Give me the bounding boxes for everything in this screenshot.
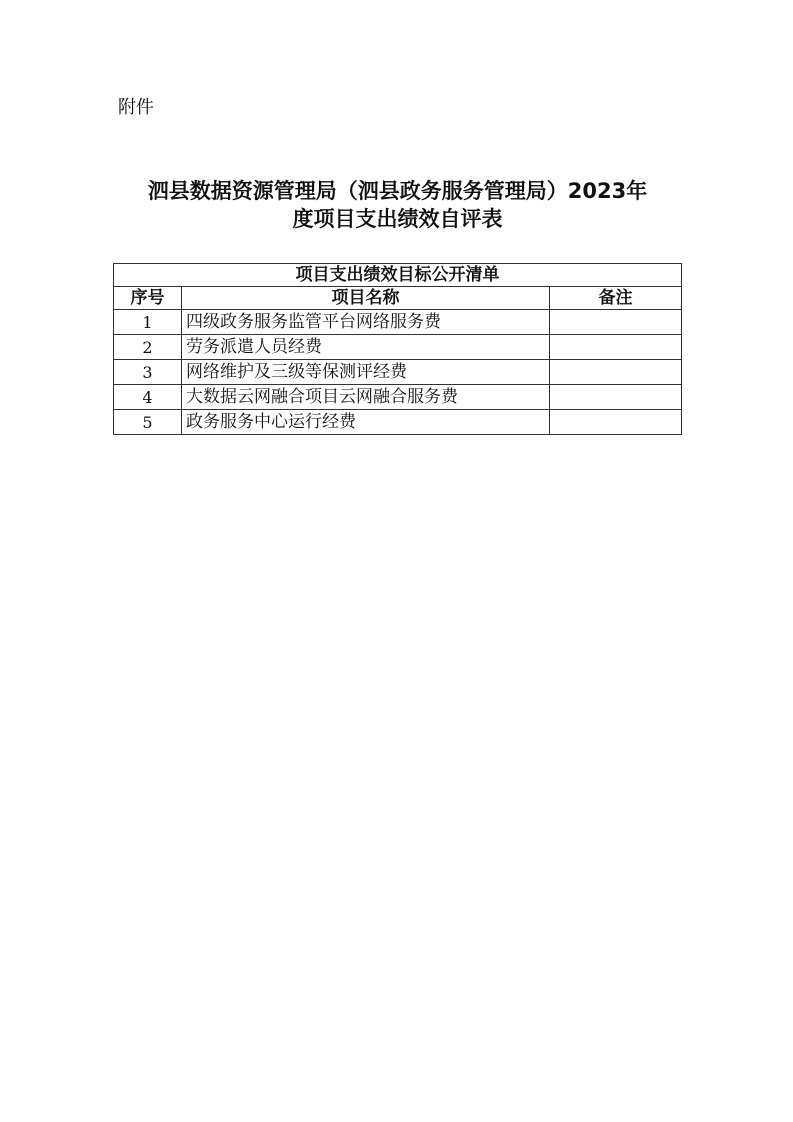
table-row — [114, 360, 682, 385]
document-title-line-2: 度项目支出绩效自评表 — [292, 207, 503, 231]
document-title-line-1: 泗县数据资源管理局（泗县政务服务管理局）2023年 — [147, 179, 648, 203]
table-header-row — [114, 287, 682, 310]
row-index-cell: 1 — [114, 310, 182, 335]
table-caption-row — [114, 264, 682, 287]
row-remark-cell — [550, 360, 682, 385]
row-remark-cell — [550, 335, 682, 360]
row-index-cell: 2 — [114, 335, 182, 360]
table-row — [114, 335, 682, 360]
row-name-cell: 网络维护及三级等保测评经费 — [182, 360, 550, 385]
row-remark-cell — [550, 310, 682, 335]
table-row — [114, 410, 682, 435]
row-name-cell: 四级政务服务监管平台网络服务费 — [182, 310, 550, 335]
row-name-cell: 大数据云网融合项目云网融合服务费 — [182, 385, 550, 410]
row-index-cell: 5 — [114, 410, 182, 435]
row-name-cell: 政务服务中心运行经费 — [182, 410, 550, 435]
column-header-remark: 备注 — [550, 287, 682, 310]
table-caption: 项目支出绩效目标公开清单 — [114, 264, 682, 287]
row-index-cell: 3 — [114, 360, 182, 385]
row-remark-cell — [550, 410, 682, 435]
column-header-name: 项目名称 — [182, 287, 550, 310]
row-index-cell: 4 — [114, 385, 182, 410]
project-list-table — [113, 263, 682, 435]
table-row — [114, 385, 682, 410]
column-header-index: 序号 — [114, 287, 182, 310]
row-name-cell: 劳务派遣人员经费 — [182, 335, 550, 360]
row-remark-cell — [550, 385, 682, 410]
table-row — [114, 310, 682, 335]
document-title — [100, 177, 695, 233]
attachment-label: 附件 — [118, 97, 154, 118]
